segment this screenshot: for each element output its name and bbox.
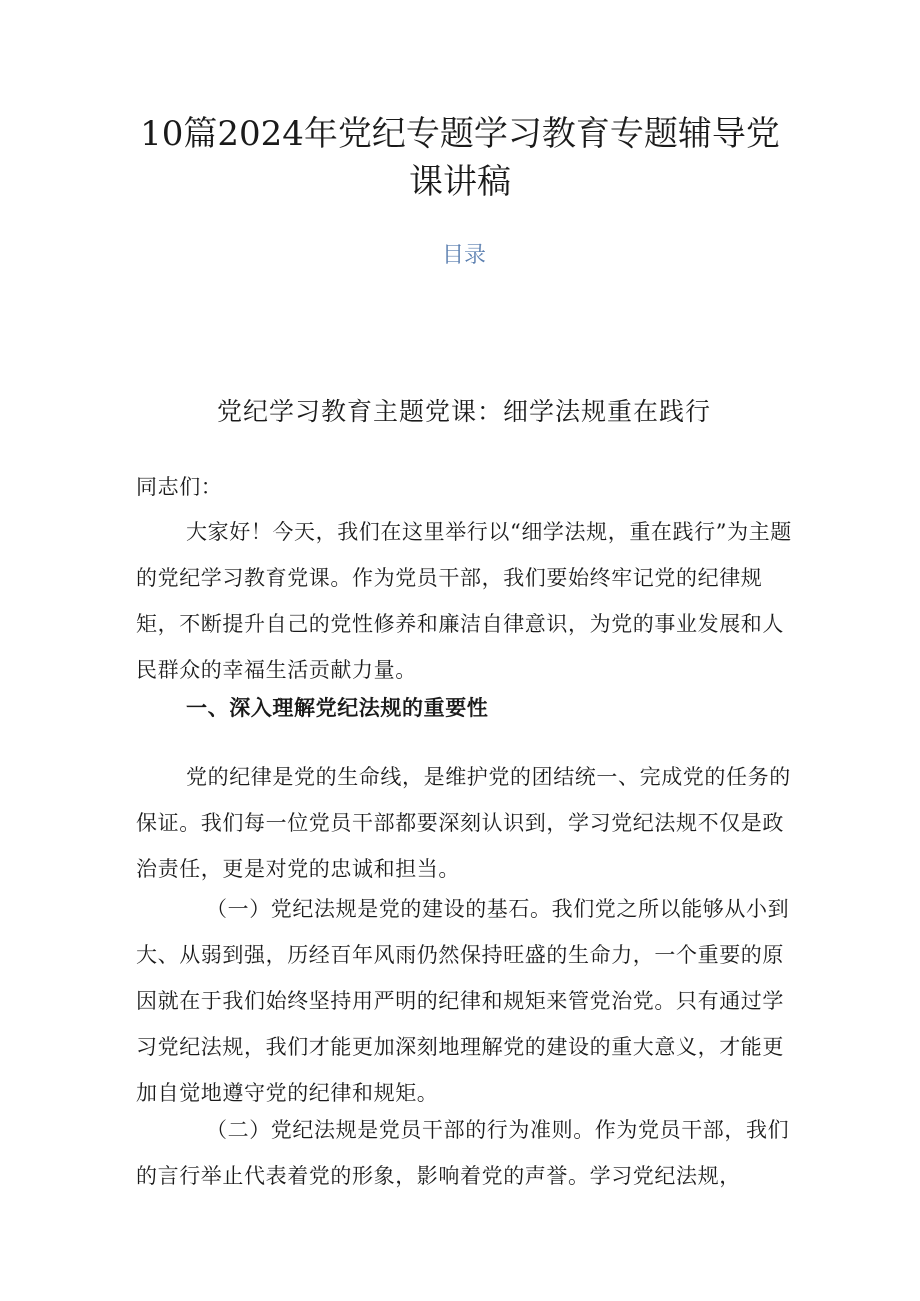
- paragraph: 大家好！今天，我们在这里举行以“细学法规，重在践行”为主题的党纪学习教育党课。作为党员干部，我们要始终牢记党的纪律规矩，不断提升自己的党性修养和廉洁自律意识，为党的事业发展和人民群众的幸福生活贡献力量。: [136, 520, 792, 682]
- paragraph: （一）党纪法规是党的建设的基石。我们党之所以能够从小到大、从弱到强，历经百年风雨仍然保持旺盛的生命力，一个重要的原因就在于我们始终坚持用严明的纪律和规矩来管党治党。只有通过学习党纪法规，我们才能更加深刻地理解党的建设的重大意义，才能更加自觉地遵守党的纪律和规矩。: [136, 897, 790, 1105]
- section-heading: 一、深入理解党纪法规的重要性: [186, 696, 489, 720]
- section-title: 党纪学习教育主题党课：细学法规重在践行: [216, 397, 711, 426]
- table-of-contents-link[interactable]: 目录: [441, 243, 486, 268]
- document-title: 10篇2024年党纪专题学习教育专题辅导党课讲稿: [140, 114, 780, 202]
- paragraph: 党的纪律是党的生命线，是维护党的团结统一、完成党的任务的保证。我们每一位党员干部都要深刻认识到，学习党纪法规不仅是政治责任，更是对党的忠诚和担当。: [136, 765, 791, 881]
- salutation: 同志们：: [136, 475, 223, 499]
- paragraph: （二）党纪法规是党员干部的行为准则。作为党员干部，我们的言行举止代表着党的形象，影响着党的声誉。学习党纪法规，: [136, 1118, 790, 1188]
